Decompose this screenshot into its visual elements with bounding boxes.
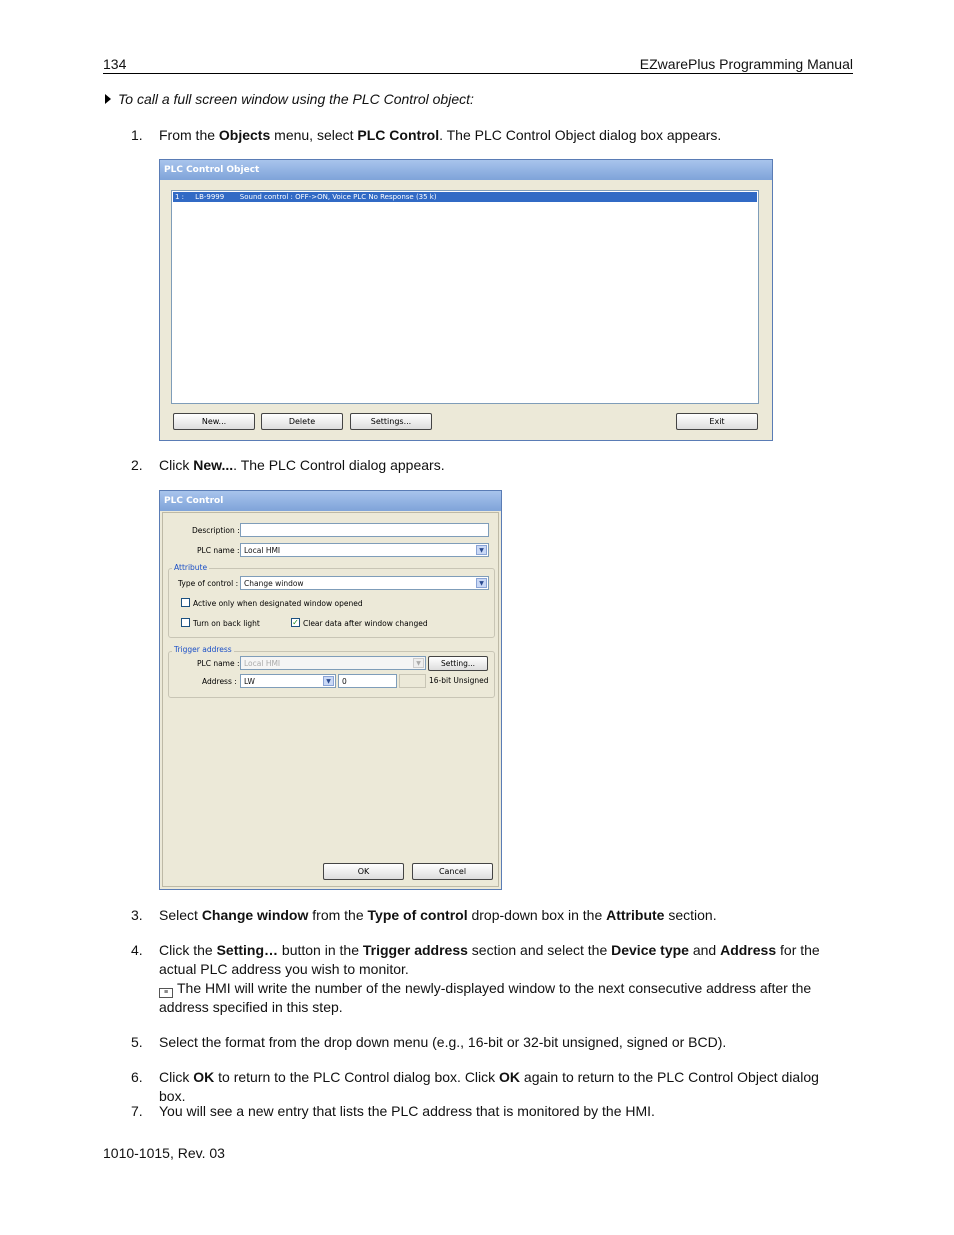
bold-term: Address [720,942,777,958]
ok-button[interactable]: OK [323,863,404,880]
object-list[interactable] [171,190,759,404]
step-4-note: The HMI will write the number of the newly-displayed window to the next consecutive address after the address specified in this step. [159,980,812,1015]
bold-term: Trigger address [362,942,468,958]
type-of-control-label: Type of control : [178,579,239,588]
step-number: 2. [131,457,143,473]
step-number: 1. [131,127,143,143]
step-text-part: . The PLC Control dialog appears. [233,457,445,473]
page-number: 134 [103,56,127,72]
description-label: Description : [192,526,240,535]
trigger-address-group-label: Trigger address [174,645,232,654]
step-text-part: Select [159,907,202,923]
step-text-part: Click [159,1069,194,1085]
clear-data-checkbox[interactable]: ✓ [292,618,299,627]
step-text-part: to return to the PLC Control dialog box. Click [214,1069,500,1085]
step-text: Select the format from the drop down menu (e.g., 16-bit or 32-bit unsigned, signed or BCD). [159,1034,727,1050]
plc-name-label: PLC name : [197,546,240,555]
type-of-control-value: Change window [244,579,304,588]
step-text-part: Click the [159,942,217,958]
bold-term: Setting… [216,942,279,958]
active-only-label: Active only when designated window opened [193,599,363,608]
document-revision: 1010-1015, Rev. 03 [103,1145,225,1161]
trigger-plc-name-select [240,656,426,670]
bold-term: Change window [201,907,309,923]
procedure-heading-text: To call a full screen window using the PLC Control object: [118,91,474,107]
step-text [159,126,849,145]
step-text-part: drop-down box in the [467,907,607,923]
step-text-part: section. [664,907,717,923]
step-text-part: button in the [278,942,363,958]
attribute-group-label: Attribute [174,563,208,572]
step-text-part: menu, select [270,127,358,143]
step-number: 4. [131,942,143,958]
back-light-label: Turn on back light [193,619,260,628]
bold-term: Type of control [367,907,468,923]
plc-control-dialog [159,490,502,890]
header-rule [103,73,853,74]
plc-name-value: Local HMI [244,546,281,555]
bold-term: Attribute [606,907,665,923]
step-number: 5. [131,1034,143,1050]
bold-term: New... [193,457,234,473]
step-text-part: . The PLC Control Object dialog box appears. [439,127,722,143]
manual-title: EZwarePlus Programming Manual [639,56,853,72]
chevron-down-icon: ▼ [413,658,424,668]
step-text-part: Click [159,457,194,473]
type-of-control-select[interactable] [240,576,489,590]
setting-button[interactable]: Setting... [428,656,488,671]
chevron-down-icon[interactable]: ▼ [476,545,487,555]
step-text-part: again to return to the PLC Control Object dialog box. [159,1069,819,1104]
new-button[interactable]: New... [173,413,255,430]
step-number: 6. [131,1069,143,1085]
chevron-down-icon[interactable]: ▼ [476,578,487,588]
delete-button[interactable]: Delete [261,413,343,430]
step-text: You will see a new entry that lists the PLC address that is monitored by the HMI. [159,1103,655,1119]
description-field[interactable] [240,523,489,537]
dialog-title: PLC Control [160,491,501,511]
step-text-part: From the [159,127,219,143]
cancel-button[interactable]: Cancel [412,863,493,880]
active-only-checkbox[interactable] [181,598,190,607]
trigger-plc-name-label: PLC name : [197,659,240,668]
step-text-part: for the actual PLC address you wish to monitor. [159,942,820,977]
chevron-down-icon[interactable]: ▼ [323,676,334,686]
plc-control-object-dialog [159,159,773,441]
step-text-part: section and select the [467,942,612,958]
address-type-value: LW [244,677,255,686]
bold-term: PLC Control [357,127,440,143]
exit-button[interactable]: Exit [676,413,758,430]
clear-data-label: Clear data after window changed [303,619,428,628]
step-number: 7. [131,1103,143,1119]
data-format-label: 16-bit Unsigned [429,676,489,685]
bold-term: OK [499,1069,521,1085]
bold-term: Device type [611,942,689,958]
arrow-icon [105,94,111,104]
step-number: 3. [131,907,143,923]
address-label: Address : [202,677,237,686]
step-text-part: and [688,942,721,958]
bold-term: OK [193,1069,215,1085]
step-text [159,941,849,1017]
dialog-title: PLC Control Object [160,160,772,180]
step-text [159,906,849,925]
list-item[interactable]: 1 : LB-9999 Sound control : OFF->ON, Voice PLC No Response (35 k) [173,192,757,202]
procedure-heading [105,91,474,107]
step-text-part: from the [308,907,368,923]
back-light-checkbox[interactable] [181,618,190,627]
bold-term: Objects [218,127,271,143]
address-type-select[interactable] [240,674,336,688]
step-text [159,1068,849,1106]
step-text [159,456,849,475]
address-index-box [399,674,426,688]
note-icon: ≡ [159,988,173,998]
step-4-instruction [159,942,820,977]
settings-button[interactable]: Settings... [350,413,432,430]
plc-name-select[interactable] [240,543,489,557]
trigger-plc-name-value: Local HMI [244,659,281,668]
address-value-field[interactable]: 0 [338,674,397,688]
